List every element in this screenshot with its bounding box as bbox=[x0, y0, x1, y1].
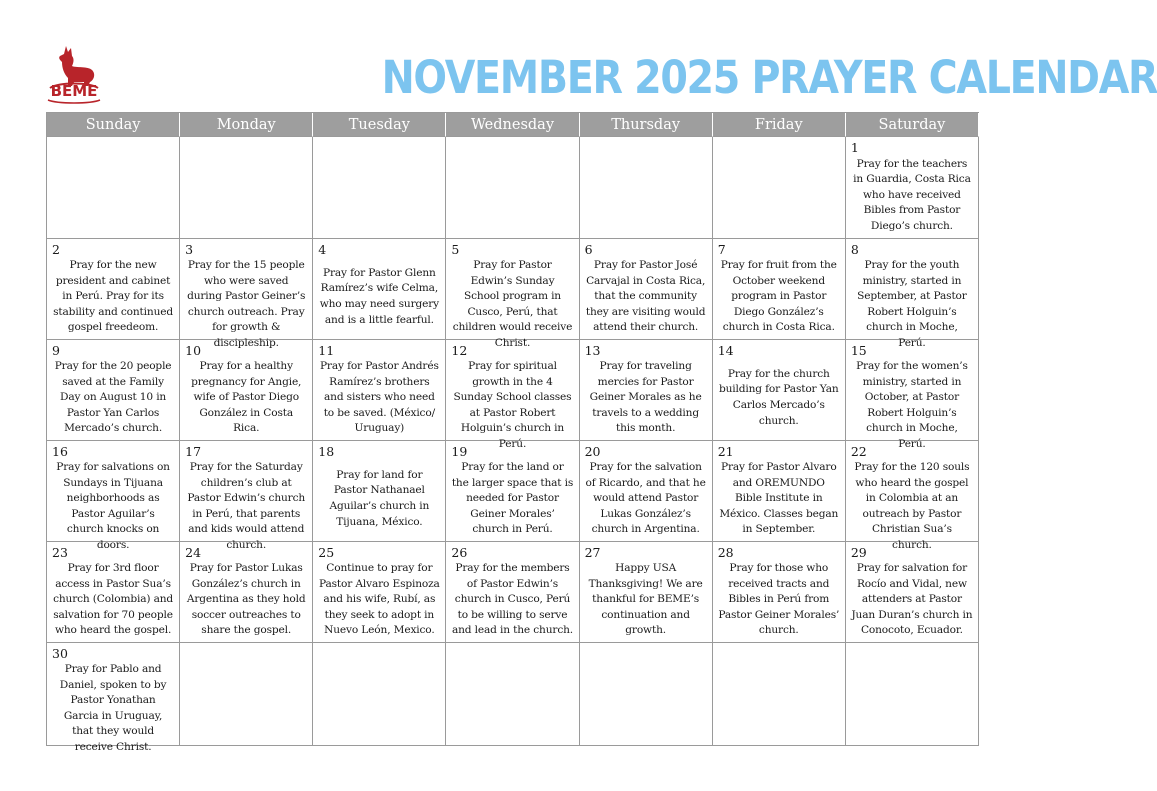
prayer-note: Pray for traveling mercies for Pastor Geiner Morales as he travels to a wedding this month. bbox=[589, 360, 702, 435]
day-number: 7 bbox=[717, 242, 726, 257]
day-number: 27 bbox=[584, 545, 601, 560]
day-cell bbox=[180, 542, 313, 643]
weekday-header: Wednesday bbox=[446, 113, 579, 137]
day-cell bbox=[580, 542, 713, 643]
day-cell bbox=[47, 340, 180, 441]
prayer-note: Happy USA Thanksgiving! We are thankful for BEME’s continuation and growth. bbox=[588, 562, 703, 637]
day-number: 14 bbox=[717, 343, 734, 358]
prayer-note: Pray for salvations on Sundays in Tijuana neighborhoods as Pastor Aguilar’s church knocks on doors. bbox=[56, 461, 170, 551]
day-cell bbox=[47, 441, 180, 551]
day-number: 26 bbox=[451, 545, 468, 560]
prayer-note: Pray for Pastor Andrés Ramírez’s brothers and sisters who need to be saved. (México/ Uruguay) bbox=[319, 360, 439, 435]
day-number: 24 bbox=[185, 545, 202, 560]
day-cell bbox=[580, 441, 713, 542]
prayer-note: Pray for the teachers in Guardia, Costa Rica who have received Bibles from Pastor Diego’s church. bbox=[853, 157, 971, 232]
day-cell bbox=[713, 239, 846, 340]
day-cell bbox=[180, 340, 313, 441]
prayer-note: Pray for Pastor Edwin’s Sunday School program in Cusco, Perú, that children would receive Christ. bbox=[452, 259, 573, 349]
empty-day-cell bbox=[580, 643, 713, 746]
day-number: 3 bbox=[185, 242, 194, 257]
day-number: 29 bbox=[850, 545, 867, 560]
day-number: 5 bbox=[451, 242, 460, 257]
day-cell bbox=[446, 239, 579, 349]
day-cell bbox=[446, 340, 579, 450]
day-number: 6 bbox=[584, 242, 593, 257]
day-cell bbox=[446, 441, 579, 542]
day-number: 13 bbox=[584, 343, 601, 358]
day-cell bbox=[47, 542, 180, 643]
weekday-header: Thursday bbox=[580, 113, 713, 137]
day-cell bbox=[580, 239, 713, 340]
day-number: 1 bbox=[850, 140, 859, 155]
day-cell bbox=[180, 441, 313, 551]
day-cell bbox=[313, 542, 446, 643]
day-number: 8 bbox=[850, 242, 859, 257]
empty-day-cell bbox=[713, 137, 846, 239]
day-cell bbox=[713, 441, 846, 542]
prayer-note: Pray for the Saturday children’s club at Pastor Edwin’s church in Perú, that parents and kids would attend church. bbox=[187, 461, 306, 551]
weekday-header: Tuesday bbox=[313, 113, 446, 137]
prayer-note: Pray for Pastor Alvaro and OREMUNDO Bible Institute in México. Classes began in September. bbox=[719, 461, 839, 536]
empty-day-cell bbox=[446, 137, 579, 239]
empty-day-cell bbox=[580, 137, 713, 239]
day-number: 15 bbox=[850, 343, 867, 358]
day-cell bbox=[713, 542, 846, 643]
page-title: NOVEMBER 2025 PRAYER CALENDAR bbox=[381, 51, 1157, 104]
empty-day-cell bbox=[180, 137, 313, 239]
prayer-note: Pray for the youth ministry, started in September, at Pastor Robert Holguin’s church in Moche, Perú. bbox=[857, 259, 967, 349]
day-cell bbox=[446, 542, 579, 643]
day-cell bbox=[47, 239, 180, 340]
prayer-note: Pray for salvation for Rocío and Vidal, new attenders at Pastor Juan Duran’s church in Conocoto, Ecuador. bbox=[851, 562, 973, 637]
prayer-note: Pray for the 20 people saved at the Family Day on August 10 in Pastor Yan Carlos Mercado’s church. bbox=[54, 360, 172, 435]
prayer-note: Pray for fruit from the October weekend program in Pastor Diego González’s church in Costa Rica. bbox=[720, 259, 837, 334]
prayer-note: Pray for land for Pastor Nathanael Aguilar’s church in Tijuana, México. bbox=[329, 468, 430, 528]
day-cell bbox=[47, 643, 180, 753]
empty-day-cell bbox=[313, 137, 446, 239]
prayer-note: Pray for Pastor José Carvajal in Costa Rica, that the community they are visiting would attend their church. bbox=[585, 259, 706, 334]
day-number: 21 bbox=[717, 444, 734, 459]
prayer-note: Pray for 3rd floor access in Pastor Sua’s church (Colombia) and salvation for 70 people who heard the gospel. bbox=[53, 562, 174, 637]
day-number: 4 bbox=[318, 242, 327, 257]
prayer-note: Pray for the salvation of Ricardo, and that he would attend Pastor Lukas González’s church in Argentina. bbox=[585, 461, 706, 536]
day-number: 19 bbox=[451, 444, 468, 459]
prayer-note: Pray for the new president and cabinet in Perú. Pray for its stability and continued gospel freedeom. bbox=[53, 259, 174, 334]
day-number: 11 bbox=[318, 343, 335, 358]
prayer-note: Pray for Pablo and Daniel, spoken to by Pastor Yonathan Garcia in Uruguay, that they would receive Christ. bbox=[59, 663, 167, 753]
prayer-note: Continue to pray for Pastor Alvaro Espinoza and his wife, Rubí, as they seek to adopt in Nuevo León, Mexico. bbox=[318, 562, 440, 637]
day-number: 28 bbox=[717, 545, 734, 560]
day-number: 10 bbox=[185, 343, 202, 358]
beme-logo bbox=[44, 42, 104, 104]
weekday-header: Friday bbox=[713, 113, 846, 137]
day-number: 22 bbox=[850, 444, 867, 459]
day-cell bbox=[846, 239, 979, 349]
day-number: 30 bbox=[52, 646, 68, 661]
day-cell bbox=[313, 441, 446, 542]
prayer-note: Pray for those who received tracts and Bibles in Perú from Pastor Geiner Morales’ church. bbox=[718, 562, 840, 637]
day-number: 2 bbox=[52, 242, 60, 257]
prayer-note: Pray for the church building for Pastor Yan Carlos Mercado’s church. bbox=[718, 367, 839, 427]
calendar-grid bbox=[46, 112, 979, 753]
prayer-note: Pray for the land or the larger space that is needed for Pastor Geiner Morales’ church in Perú. bbox=[451, 461, 574, 536]
prayer-note: Pray for Pastor Lukas González’s church in Argentina as they hold soccer outreaches to share the gospel. bbox=[186, 562, 306, 637]
empty-day-cell bbox=[446, 643, 579, 746]
day-cell bbox=[313, 340, 446, 441]
empty-day-cell bbox=[846, 643, 979, 746]
day-cell bbox=[180, 239, 313, 349]
day-cell bbox=[846, 542, 979, 643]
day-number: 12 bbox=[451, 343, 468, 358]
prayer-note: Pray for the 120 souls who heard the gospel in Colombia at an outreach by Pastor Christian Sua’s church. bbox=[854, 461, 970, 551]
day-number: 25 bbox=[318, 545, 335, 560]
logo-text: BEME bbox=[50, 82, 98, 100]
empty-day-cell bbox=[713, 643, 846, 746]
prayer-note: Pray for a healthy pregnancy for Angie, wife of Pastor Diego González in Costa Rica. bbox=[191, 360, 302, 435]
weekday-header: Monday bbox=[180, 113, 313, 137]
day-number: 23 bbox=[52, 545, 68, 560]
day-number: 20 bbox=[584, 444, 601, 459]
day-number: 16 bbox=[52, 444, 68, 459]
day-number: 18 bbox=[318, 444, 335, 459]
empty-day-cell bbox=[180, 643, 313, 746]
weekday-header: Saturday bbox=[846, 113, 979, 137]
day-cell bbox=[713, 340, 846, 441]
prayer-note: Pray for the 15 people who were saved during Pastor Geiner’s church outreach. Pray for growth & discipleship. bbox=[187, 259, 306, 349]
day-cell bbox=[580, 340, 713, 441]
prayer-note: Pray for the women’s ministry, started in October, at Pastor Robert Holguin’s church in Moche, Perú. bbox=[856, 360, 968, 450]
weekday-header: Sunday bbox=[47, 113, 180, 137]
day-cell bbox=[846, 137, 979, 239]
empty-day-cell bbox=[313, 643, 446, 746]
day-cell bbox=[313, 239, 446, 340]
prayer-note: Pray for the members of Pastor Edwin’s church in Cusco, Perú to be willing to serve and lead in the church. bbox=[451, 562, 573, 637]
day-cell bbox=[846, 340, 979, 450]
day-number: 17 bbox=[185, 444, 202, 459]
prayer-note: Pray for spiritual growth in the 4 Sunday School classes at Pastor Robert Holguin’s church in Perú. bbox=[453, 360, 572, 450]
empty-day-cell bbox=[47, 137, 180, 239]
day-cell bbox=[846, 441, 979, 551]
prayer-note: Pray for Pastor Glenn Ramírez’s wife Celma, who may need surgery and is a little fearful. bbox=[319, 266, 439, 326]
day-number: 9 bbox=[52, 343, 60, 358]
